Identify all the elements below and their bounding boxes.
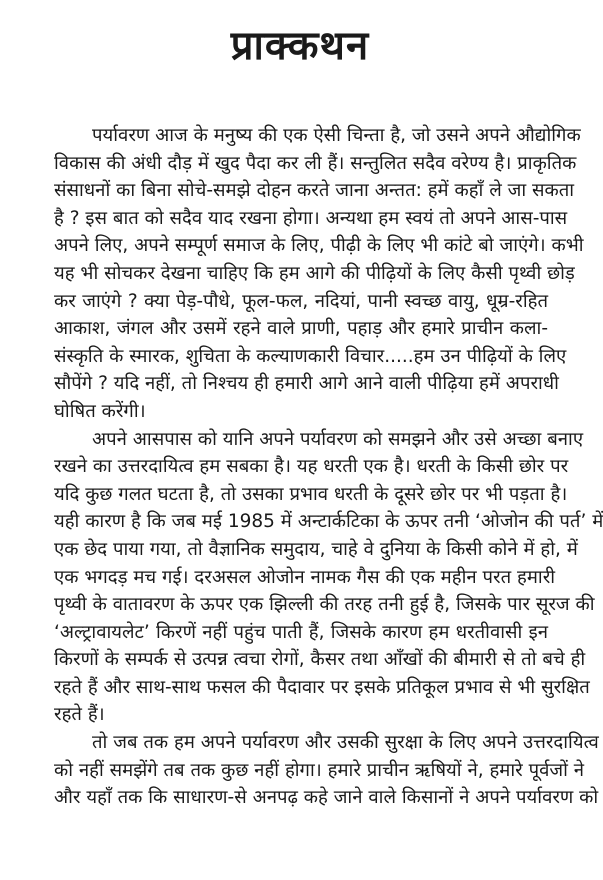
- page-title: प्राक्कथन: [230, 23, 370, 69]
- text-line: अपने आसपास को यानि अपने पर्यावरण को समझने और उसे अच्छा बनाए: [92, 428, 584, 450]
- text-line: कर जाएंगे ? क्या पेड़-पौधे, फूल-फल, नदियां, पानी स्वच्छ वायु, धूम्र-रहित: [54, 290, 548, 312]
- text-line: पर्यावरण आज के मनुष्य की एक ऐसी चिन्ता है, जो उसने अपने औद्योगिक: [92, 125, 581, 146]
- text-line: को नहीं समझेंगे तब तक कुछ नहीं होगा। हमारे प्राचीन ऋषियों ने, हमारे पूर्वजों ने: [54, 759, 585, 781]
- body-text: [54, 122, 603, 812]
- text-line: है ? इस बात को सदैव याद रखना होगा। अन्यथा हम स्वयं तो अपने आस-पास: [54, 207, 568, 229]
- text-line: तो जब तक हम अपने पर्यावरण और उसकी सुरक्षा के लिए अपने उत्तरदायित्व: [92, 732, 599, 754]
- text-line: एक भगदड़ मच गई। दरअसल ओजोन नामक गैस की एक महीन परत हमारी: [54, 566, 556, 588]
- text-line: विकास की अंधी दौड़ में खुद पैदा कर ली हैं। सन्तुलित सदैव वरेण्य है। प्राकृतिक: [54, 152, 577, 174]
- text-line: संसाधनों का बिना सोचे-समझे दोहन करते जाना अन्तत: हमें कहाँ ले जा सकता: [54, 180, 575, 202]
- text-line: घोषित करेंगी।: [54, 400, 146, 422]
- text-line: रखने का उत्तरदायित्व हम सबका है। यह धरती एक है। धरती के किसी छोर पर: [54, 456, 569, 478]
- text-line: यही कारण है कि जब मई 1985 में अन्टार्कटिका के ऊपर तनी ‘ओजोन की पर्त’ में: [54, 511, 603, 533]
- text-line: यदि कुछ गलत घटता है, तो उसका प्रभाव धरती के दूसरे छोर पर भी पड़ता है।: [54, 483, 568, 505]
- text-line: एक छेद पाया गया, तो वैज्ञानिक समुदाय, चाहे वे दुनिया के किसी कोने में हो, में: [54, 538, 578, 560]
- text-line: संस्कृति के स्मारक, शुचिता के कल्याणकारी विचार.....हम उन पीढ़ियों के लिए: [54, 345, 567, 367]
- text-line: किरणों के सम्पर्क से उत्पन्न त्वचा रोगों, कैसर तथा आँखों की बीमारी से तो बचे ही: [54, 649, 586, 671]
- text-line: ‘अल्ट्रावायलेट’ किरणें नहीं पहुंच पाती हैं, जिसके कारण हम धरतीवासी इन: [54, 621, 548, 643]
- text-line: अपने लिए, अपने सम्पूर्ण समाज के लिए, पीढ़ी के लिए भी कांटे बो जाएंगे। कभी: [54, 235, 584, 257]
- text-line: रहते हैं।: [54, 704, 105, 726]
- text-line: आकाश, जंगल और उसमें रहने वाले प्राणी, पहाड़ और हमारे प्राचीन कला-: [54, 318, 548, 340]
- text-line: सौपेंगे ? यदि नहीं, तो निश्चय ही हमारी आगे आने वाली पीढ़िया हमें अपराधी: [54, 373, 559, 395]
- text-line: पृथ्वी के वातावरण के ऊपर एक झिल्ली की तरह तनी हुई है, जिसके पार सूरज की: [54, 594, 595, 616]
- text-line: और यहाँ तक कि साधारण-से अनपढ़ कहे जाने वाले किसानों ने अपने पर्यावरण को: [54, 787, 599, 809]
- text-line: यह भी सोचकर देखना चाहिए कि हम आगे की पीढ़ियों के लिए कैसी पृथ्वी छोड़: [54, 262, 575, 284]
- text-line: रहते हैं और साथ-साथ फसल की पैदावार पर इसके प्रतिकूल प्रभाव से भी सुरक्षित: [54, 676, 590, 698]
